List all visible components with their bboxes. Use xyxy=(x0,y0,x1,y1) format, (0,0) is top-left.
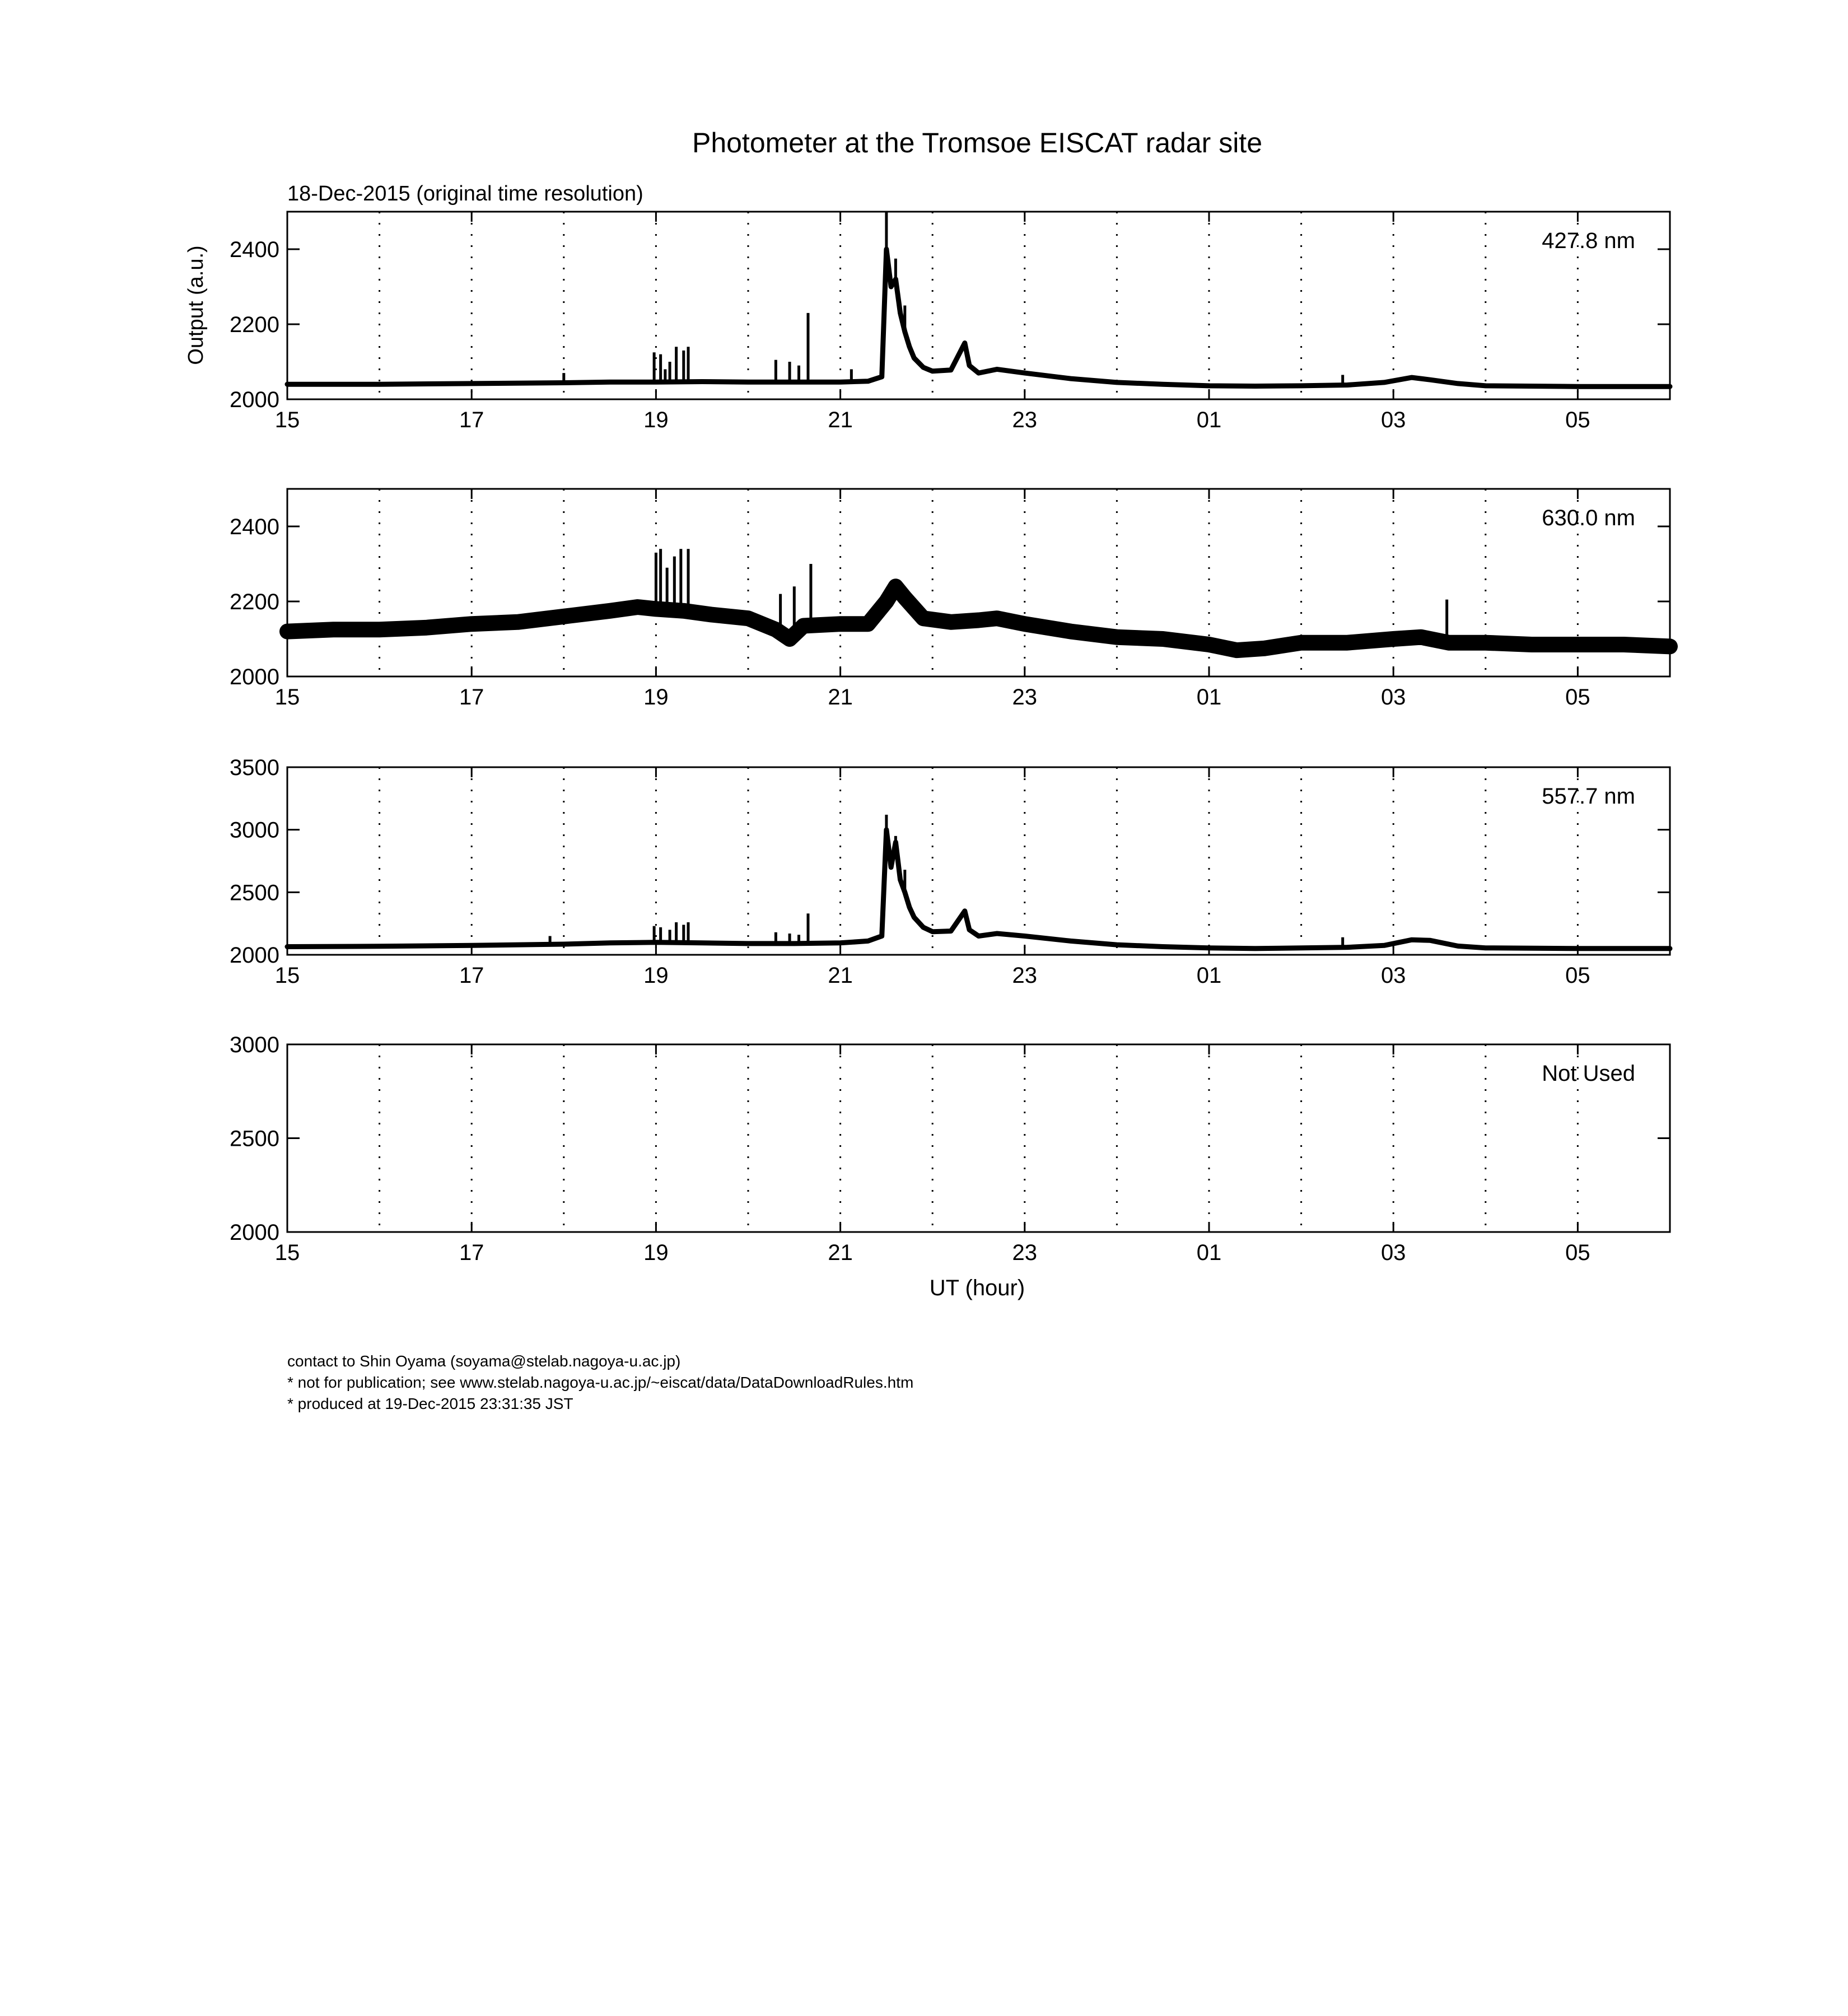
x-tick-label: 23 xyxy=(1012,408,1038,432)
x-tick-label: 15 xyxy=(274,963,300,988)
panel-label: 427.8 nm xyxy=(1542,228,1635,253)
x-tick-label: 15 xyxy=(274,685,300,710)
y-tick-label: 2200 xyxy=(230,590,279,614)
x-tick-label: 05 xyxy=(1565,963,1590,988)
x-tick-label: 01 xyxy=(1196,963,1222,988)
x-tick-label: 01 xyxy=(1196,1240,1222,1265)
panel-label: Not Used xyxy=(1542,1061,1635,1086)
footer-produced-time: * produced at 19-Dec-2015 23:31:35 JST xyxy=(287,1395,573,1412)
y-tick-label: 2500 xyxy=(230,1126,279,1151)
panels xyxy=(230,212,1670,1265)
x-tick-label: 05 xyxy=(1565,1240,1590,1265)
panel-3 xyxy=(230,755,1670,988)
x-tick-label: 17 xyxy=(459,1240,484,1265)
panel-1 xyxy=(230,212,1670,432)
footer-notes xyxy=(287,1351,913,1415)
y-tick-label: 2500 xyxy=(230,880,279,906)
footer-publication-note: * not for publication; see www.stelab.nagoya-u.ac.jp/~eiscat/data/DataDownloadRules.htm xyxy=(287,1374,914,1391)
x-tick-label: 19 xyxy=(643,408,669,432)
x-tick-label: 21 xyxy=(828,963,853,988)
x-tick-label: 15 xyxy=(274,1240,300,1265)
chart-title: Photometer at the Tromsoe EISCAT radar site xyxy=(692,127,1263,158)
x-tick-label: 23 xyxy=(1012,1240,1038,1265)
x-tick-label: 21 xyxy=(828,685,853,710)
x-tick-label: 17 xyxy=(459,685,484,710)
x-tick-label: 17 xyxy=(459,408,484,432)
x-tick-label: 19 xyxy=(643,685,669,710)
x-tick-label: 01 xyxy=(1196,408,1222,432)
x-axis-label: UT (hour) xyxy=(929,1276,1025,1300)
y-tick-label: 2000 xyxy=(230,943,279,968)
y-tick-label: 2000 xyxy=(230,665,279,689)
panel-frame xyxy=(287,767,1670,955)
panel-2 xyxy=(230,489,1670,710)
x-tick-label: 23 xyxy=(1012,685,1038,710)
y-tick-label: 2000 xyxy=(230,1220,279,1245)
series-line xyxy=(287,830,1670,949)
panel-frame xyxy=(287,1044,1670,1232)
x-tick-label: 19 xyxy=(643,963,669,988)
x-tick-label: 03 xyxy=(1380,408,1406,432)
y-tick-label: 3500 xyxy=(230,755,279,780)
x-tick-label: 05 xyxy=(1565,408,1590,432)
x-tick-label: 03 xyxy=(1380,1240,1406,1265)
panel-4 xyxy=(230,1033,1670,1265)
x-tick-label: 21 xyxy=(828,1240,853,1265)
panel-label: 557.7 nm xyxy=(1542,784,1635,809)
footer-contact: contact to Shin Oyama (soyama@stelab.nagoya-u.ac.jp) xyxy=(287,1352,681,1370)
x-tick-label: 05 xyxy=(1565,685,1590,710)
x-tick-label: 17 xyxy=(459,963,484,988)
x-tick-label: 21 xyxy=(828,408,853,432)
y-tick-label: 2000 xyxy=(230,388,279,412)
y-tick-label: 2400 xyxy=(230,515,279,539)
x-tick-label: 19 xyxy=(643,1240,669,1265)
y-tick-label: 2400 xyxy=(230,237,279,262)
series-line xyxy=(287,249,1670,386)
chart-subtitle: 18-Dec-2015 (original time resolution) xyxy=(287,182,643,206)
y-tick-label: 3000 xyxy=(230,818,279,843)
x-tick-label: 03 xyxy=(1380,963,1406,988)
x-tick-label: 23 xyxy=(1012,963,1038,988)
y-tick-label: 3000 xyxy=(230,1033,279,1057)
y-tick-label: 2200 xyxy=(230,312,279,337)
x-tick-label: 03 xyxy=(1380,685,1406,710)
y-axis-label: Output (a.u.) xyxy=(184,245,208,365)
panel-label: 630.0 nm xyxy=(1542,506,1635,530)
x-tick-label: 01 xyxy=(1196,685,1222,710)
x-tick-label: 15 xyxy=(274,408,300,432)
